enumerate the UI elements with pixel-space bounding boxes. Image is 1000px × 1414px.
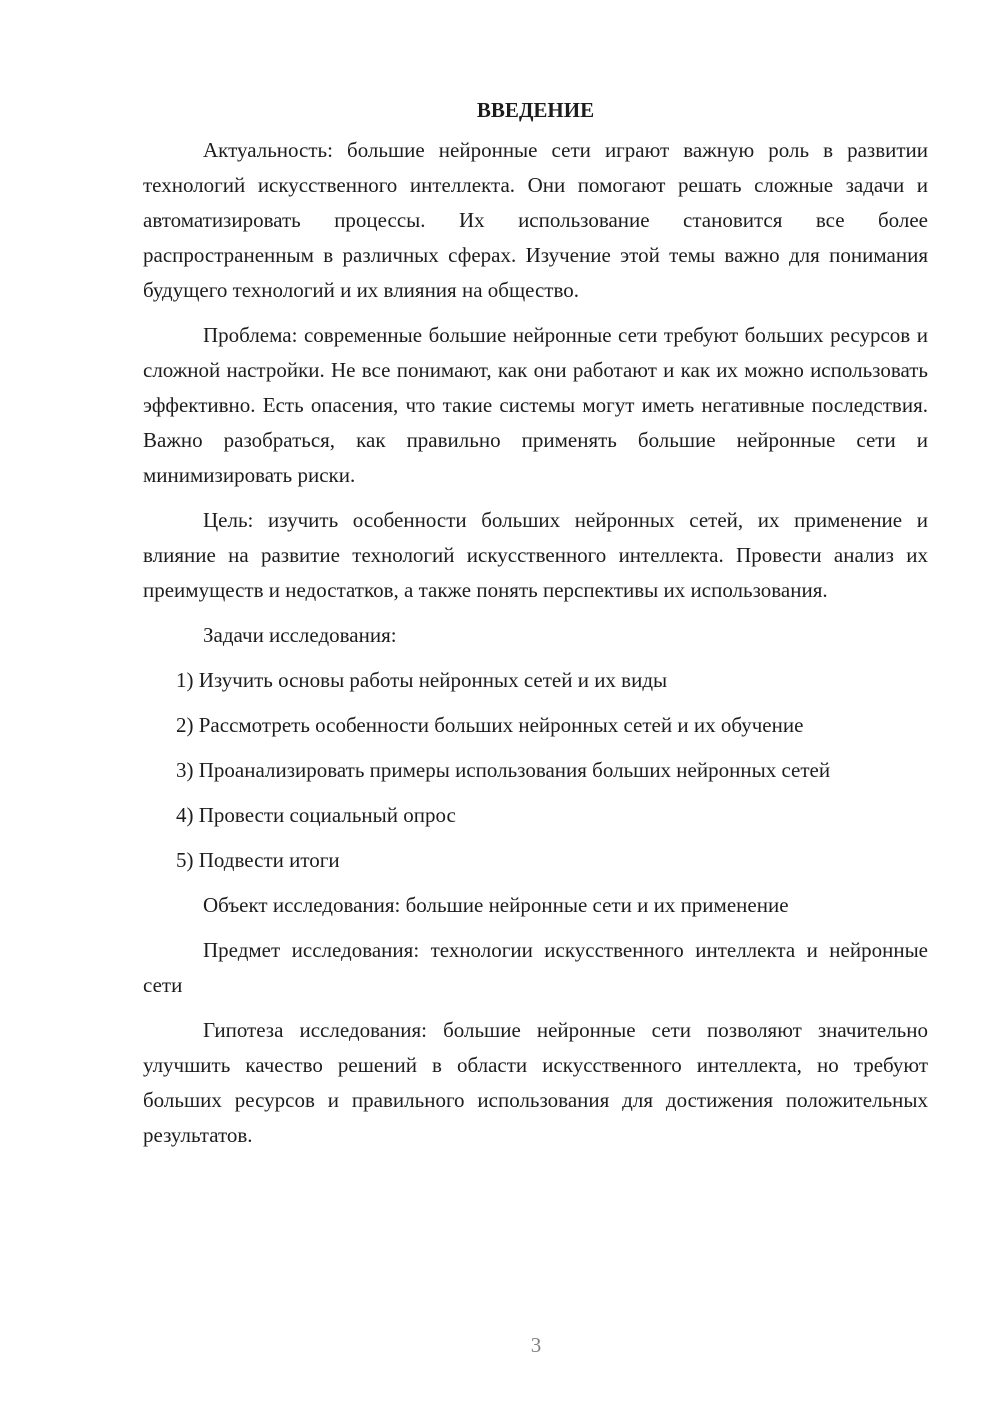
paragraph-relevance: Актуальность: большие нейронные сети играют важную роль в развитии технологий искусственного интеллекта. Они помогают решать сложные задачи и автоматизировать процессы. Их использование становится все более распространенным в различных сферах. Изучение этой темы важно для понимания будущего технологий и их влияния на общество. <box>143 138 928 302</box>
paragraph-subject: Предмет исследования: технологии искусственного интеллекта и нейронные сети <box>143 938 928 997</box>
paragraph-problem: Проблема: современные большие нейронные сети требуют больших ресурсов и сложной настройки. Не все понимают, как они работают и как их можно использовать эффективно. Есть опасения, что такие системы могут иметь негативные последствия. Важно разобраться, как правильно применять большие нейронные сети и минимизировать риски. <box>143 323 928 487</box>
task-item-5: 5) Подвести итоги <box>176 848 340 872</box>
page-title: ВВЕДЕНИЕ <box>476 98 595 122</box>
task-item-3: 3) Проанализировать примеры использования больших нейронных сетей <box>176 758 831 782</box>
paragraph-tasks-heading: Задачи исследования: <box>203 623 397 647</box>
paragraph-goal: Цель: изучить особенности больших нейронных сетей, их применение и влияние на развитие технологий искусственного интеллекта. Провести анализ их преимуществ и недостатков, а также понять перспективы их использования. <box>143 508 928 602</box>
page-content <box>143 93 928 1153</box>
task-item-2: 2) Рассмотреть особенности больших нейронных сетей и их обучение <box>176 713 804 737</box>
task-item-4: 4) Провести социальный опрос <box>176 803 456 827</box>
paragraph-object: Объект исследования: большие нейронные сети и их применение <box>203 893 789 917</box>
task-item-1: 1) Изучить основы работы нейронных сетей и их виды <box>176 668 668 692</box>
paragraph-hypothesis: Гипотеза исследования: большие нейронные сети позволяют значительно улучшить качество решений в области искусственного интеллекта, но требуют больших ресурсов и правильного использования для достижения положительных результатов. <box>143 1018 928 1147</box>
page-number: 3 <box>530 1333 542 1357</box>
